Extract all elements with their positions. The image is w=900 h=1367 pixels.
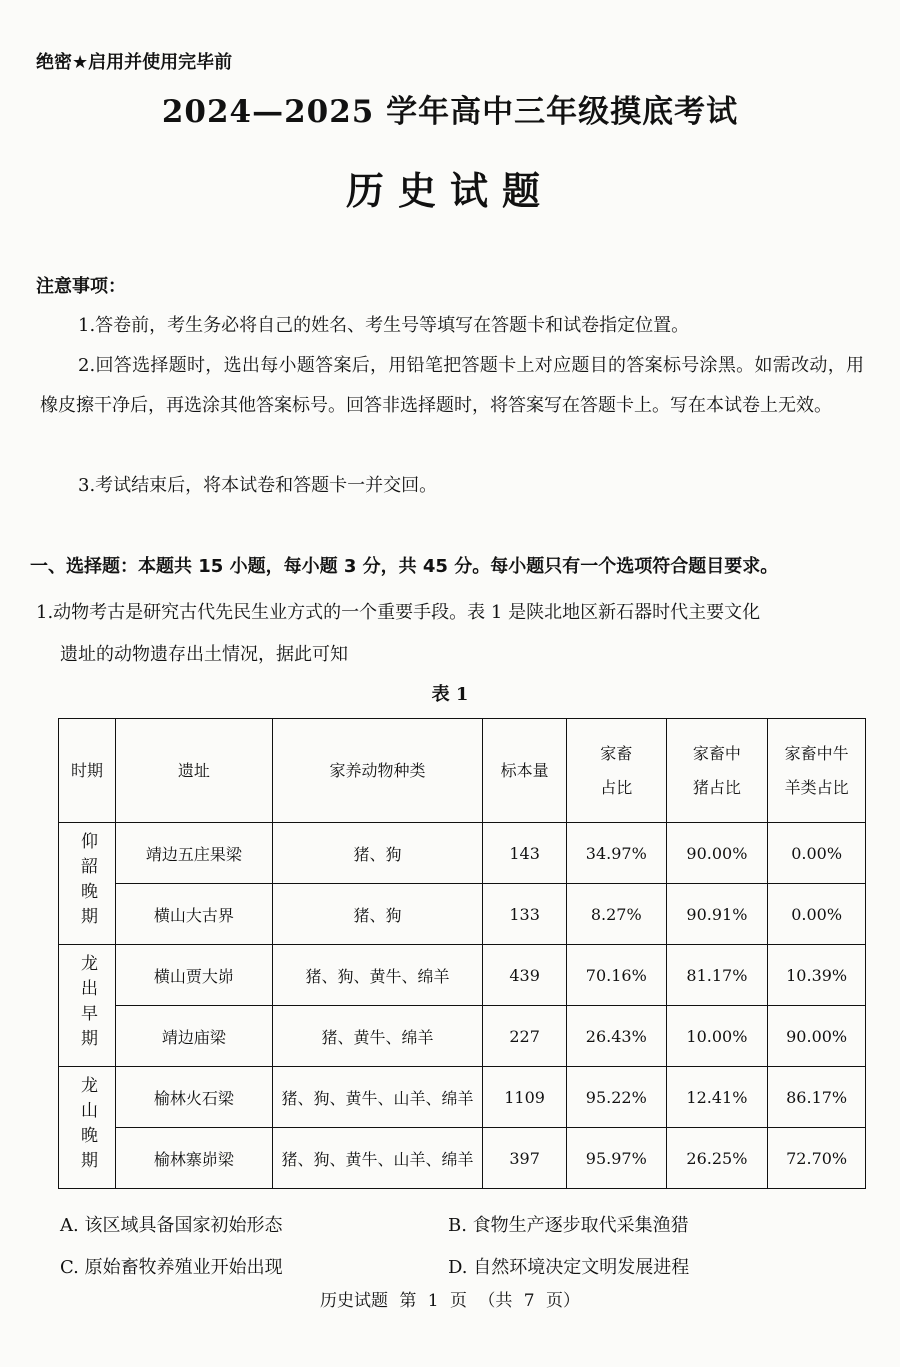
domestic-ratio-cell: 34.97% bbox=[566, 823, 666, 884]
page-footer: 历史试题 第 1 页 （共 7 页） bbox=[319, 1291, 581, 1311]
pig-ratio-cell: 81.17% bbox=[666, 945, 768, 1006]
table-row bbox=[59, 823, 866, 884]
cattle-ratio-cell: 0.00% bbox=[768, 884, 866, 945]
section-heading: 一、选择题：本题共 15 小题，每小题 3 分，共 45 分。每小题只有一个选项符合题目要求。 bbox=[30, 556, 779, 577]
period-cell: 仰韶晚期 bbox=[59, 823, 116, 945]
site-cell: 横山贾大峁 bbox=[116, 945, 273, 1006]
species-cell: 猪、狗 bbox=[272, 884, 482, 945]
choice-d: D. 自然环境决定文明发展进程 bbox=[448, 1257, 690, 1278]
notice-heading: 注意事项： bbox=[36, 276, 126, 297]
notice-item-1: 1.答卷前，考生务必将自己的姓名、考生号等填写在答题卡和试卷指定位置。 bbox=[78, 315, 690, 336]
site-cell: 靖边庙梁 bbox=[116, 1006, 273, 1067]
cattle-ratio-cell: 86.17% bbox=[768, 1067, 866, 1128]
table-header-row bbox=[59, 719, 866, 823]
site-cell: 榆林火石梁 bbox=[116, 1067, 273, 1128]
table-row bbox=[59, 884, 866, 945]
question-1-line-1: 1.动物考古是研究古代先民生业方式的一个重要手段。表 1 是陕北地区新石器时代主要文化 bbox=[36, 602, 761, 623]
header-period: 时期 bbox=[59, 719, 116, 823]
samples-cell: 397 bbox=[483, 1128, 567, 1189]
cattle-ratio-cell: 72.70% bbox=[768, 1128, 866, 1189]
cattle-ratio-cell: 90.00% bbox=[768, 1006, 866, 1067]
pig-ratio-cell: 90.00% bbox=[666, 823, 768, 884]
domestic-ratio-cell: 70.16% bbox=[566, 945, 666, 1006]
site-cell: 靖边五庄果梁 bbox=[116, 823, 273, 884]
period-cell: 龙出早期 bbox=[59, 945, 116, 1067]
header-domestic-ratio: 家畜 占比 bbox=[566, 719, 666, 823]
notice-item-3: 3.考试结束后，将本试卷和答题卡一并交回。 bbox=[78, 475, 438, 496]
samples-cell: 133 bbox=[483, 884, 567, 945]
site-cell: 榆林寨峁梁 bbox=[116, 1128, 273, 1189]
table-row bbox=[59, 945, 866, 1006]
header-species: 家养动物种类 bbox=[272, 719, 482, 823]
domestic-ratio-cell: 8.27% bbox=[566, 884, 666, 945]
samples-cell: 227 bbox=[483, 1006, 567, 1067]
pig-ratio-cell: 90.91% bbox=[666, 884, 768, 945]
cattle-ratio-cell: 10.39% bbox=[768, 945, 866, 1006]
table-caption: 表 1 bbox=[431, 684, 469, 705]
pig-ratio-cell: 12.41% bbox=[666, 1067, 768, 1128]
animal-remains-table bbox=[58, 718, 866, 1189]
table-row bbox=[59, 1006, 866, 1067]
question-1-stem bbox=[36, 592, 862, 676]
period-cell: 龙山晚期 bbox=[59, 1067, 116, 1189]
header-cattle-sheep-ratio: 家畜中牛 羊类占比 bbox=[768, 719, 866, 823]
domestic-ratio-cell: 95.97% bbox=[566, 1128, 666, 1189]
table-row bbox=[59, 1128, 866, 1189]
exam-title: 2024—2025 学年高中三年级摸底考试 bbox=[161, 94, 739, 130]
species-cell: 猪、狗、黄牛、山羊、绵羊 bbox=[272, 1128, 482, 1189]
species-cell: 猪、狗、黄牛、山羊、绵羊 bbox=[272, 1067, 482, 1128]
choice-b: B. 食物生产逐步取代采集渔猎 bbox=[448, 1215, 689, 1236]
choice-c: C. 原始畜牧养殖业开始出现 bbox=[60, 1257, 283, 1278]
confidential-mark: 绝密★启用并使用完毕前 bbox=[36, 52, 233, 73]
question-1-line-2: 遗址的动物遗存出土情况，据此可知 bbox=[60, 644, 348, 665]
notice-item-2: 2.回答选择题时，选出每小题答案后，用铅笔把答题卡上对应题目的答案标号涂黑。如需改动，用橡皮擦干净后，再选涂其他答案标号。回答非选择题时，将答案写在答题卡上。写在本试卷上无效。 bbox=[40, 355, 864, 416]
header-pig-ratio: 家畜中 猪占比 bbox=[666, 719, 768, 823]
choice-a: A. 该区域具备国家初始形态 bbox=[60, 1215, 283, 1236]
header-samples: 标本量 bbox=[483, 719, 567, 823]
cattle-ratio-cell: 0.00% bbox=[768, 823, 866, 884]
species-cell: 猪、狗、黄牛、绵羊 bbox=[272, 945, 482, 1006]
site-cell: 横山大古界 bbox=[116, 884, 273, 945]
samples-cell: 143 bbox=[483, 823, 567, 884]
header-site: 遗址 bbox=[116, 719, 273, 823]
domestic-ratio-cell: 26.43% bbox=[566, 1006, 666, 1067]
samples-cell: 439 bbox=[483, 945, 567, 1006]
pig-ratio-cell: 10.00% bbox=[666, 1006, 768, 1067]
species-cell: 猪、黄牛、绵羊 bbox=[272, 1006, 482, 1067]
samples-cell: 1109 bbox=[483, 1067, 567, 1128]
subject-title: 历史试题 bbox=[345, 169, 554, 213]
pig-ratio-cell: 26.25% bbox=[666, 1128, 768, 1189]
table-row bbox=[59, 1067, 866, 1128]
species-cell: 猪、狗 bbox=[272, 823, 482, 884]
domestic-ratio-cell: 95.22% bbox=[566, 1067, 666, 1128]
